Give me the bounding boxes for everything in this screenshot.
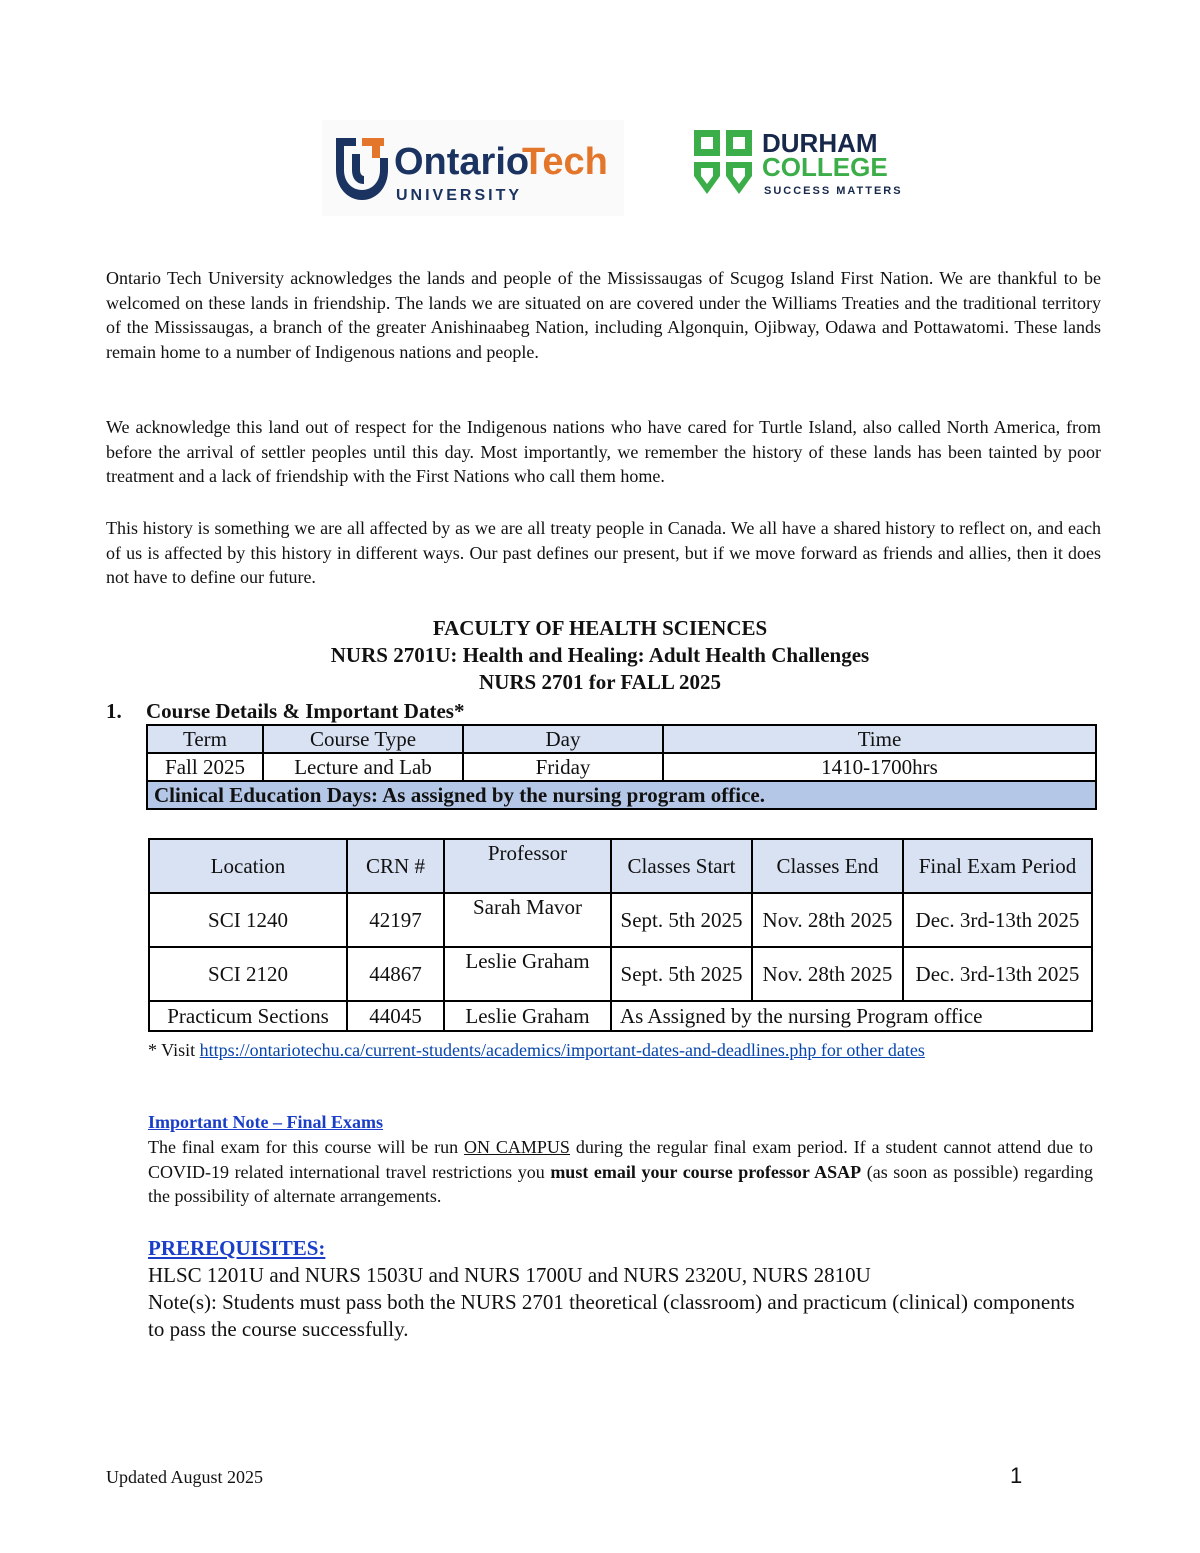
header-cell: Classes Start [611, 839, 752, 893]
location-cell: Practicum Sections [149, 1001, 347, 1031]
durham-college-emblem-icon [690, 126, 905, 200]
practicum-dates-cell: As Assigned by the nursing Program office [611, 1001, 1092, 1031]
header-cell: Course Type [263, 725, 463, 753]
prerequisites-courses: HLSC 1201U and NURS 1503U and NURS 1700U and NURS 2320U, NURS 2810U [148, 1263, 871, 1287]
final-exam-cell: Dec. 3rd-13th 2025 [903, 947, 1092, 1001]
header-cell: Location [149, 839, 347, 893]
table-row [147, 753, 1096, 781]
term-cell: Fall 2025 [147, 753, 263, 781]
course-sections-table [148, 838, 1093, 1032]
note-text: during the regular final exam period. If a student cannot attend due to COVID-19 related international travel restrictions you [148, 1137, 1093, 1182]
acknowledgement-paragraph-1: Ontario Tech University acknowledges the lands and people of the Mississaugas of Scugog Island First Nation. We are thankful to be welcomed on these lands in friendship. The lands we are situated on are covered under the Williams Treaties and the traditional territory of the Mississaugas, a branch of the greater Anishinaabeg Nation, including Algonquin, Ojibway, Odawa and Pottawatomi. These lands remain home to a number of Indigenous nations and people. [106, 268, 1101, 362]
important-note-body [148, 1135, 1093, 1209]
crn-cell: 44045 [347, 1001, 444, 1031]
classes-start-cell: Sept. 5th 2025 [611, 893, 752, 947]
prerequisites-note: Note(s): Students must pass both the NURS 2701 theoretical (classroom) and practicum (clinical) components to pass the course successfully. [148, 1290, 1075, 1341]
header-cell: Term [147, 725, 263, 753]
course-heading: NURS 2701U: Health and Healing: Adult Health Challenges [330, 643, 870, 667]
table-row [149, 947, 1092, 1001]
course-type-cell: Lecture and Lab [263, 753, 463, 781]
header-cell: CRN # [347, 839, 444, 893]
header-cell: Day [463, 725, 663, 753]
note-text: (as soon as possible) regarding the possibility of alternate arrangements. [148, 1161, 1093, 1207]
location-cell: SCI 2120 [149, 947, 347, 1001]
professor-cell: Leslie Graham [444, 947, 611, 1001]
final-exam-cell: Dec. 3rd-13th 2025 [903, 893, 1092, 947]
header-cell: Professor [444, 839, 611, 893]
table-header-row [147, 725, 1096, 753]
table-row [149, 1001, 1092, 1031]
classes-end-cell: Nov. 28th 2025 [752, 947, 903, 1001]
page-number: 1 [1010, 1463, 1023, 1488]
clinical-days-cell: Clinical Education Days: As assigned by the nursing program office. [147, 781, 1096, 809]
acknowledgement-paragraph-2: We acknowledge this land out of respect for the Indigenous nations who have cared for Turtle Island, also called North America, from before the arrival of settler peoples until this day. Most importantly, we remember the history of these lands has been tainted by poor treatment and a lack of friendship with the First Nations who call them home. [106, 417, 1101, 487]
section-heading-course-details [106, 698, 464, 724]
time-cell: 1410-1700hrs [663, 753, 1096, 781]
table-row [149, 893, 1092, 947]
professor-cell: Sarah Mavor [444, 893, 611, 947]
ontario-tech-shield-icon [322, 120, 624, 216]
section-number: 1. [106, 699, 122, 723]
prerequisites-body [148, 1262, 1093, 1343]
course-details-table [146, 724, 1097, 810]
classes-end-cell: Nov. 28th 2025 [752, 893, 903, 947]
day-cell: Friday [463, 753, 663, 781]
section-title: Course Details & Important Dates* [146, 699, 465, 723]
header-cell: Final Exam Period [903, 839, 1092, 893]
logo-success-text: SUCCESS MATTERS [764, 185, 903, 197]
location-cell: SCI 1240 [149, 893, 347, 947]
note-text: The final exam for this course will be run [148, 1137, 465, 1157]
logo-ontario-text: Ontario [394, 141, 530, 183]
logo-university-text: UNIVERSITY [396, 187, 523, 204]
table-header-row [149, 839, 1092, 893]
note-email-professor: must email your course professor ASAP [550, 1161, 862, 1182]
durham-college-logo [690, 126, 905, 200]
logo-college-text: COLLEGE [762, 152, 888, 182]
term-heading: NURS 2701 for FALL 2025 [479, 670, 721, 694]
table-row [147, 781, 1096, 809]
acknowledgement-paragraph-3: This history is something we are all affected by as we are all treaty people in Canada. We all have a shared history to reflect on, and each of us is affected by this history in different ways. Our past defines our present, but if we move forward as friends and allies, then it does not have to define our future. [106, 518, 1101, 588]
note-on-campus: ON CAMPUS [464, 1137, 570, 1157]
header-cell: Time [663, 725, 1096, 753]
important-note-heading[interactable]: Important Note – Final Exams [148, 1112, 383, 1132]
crn-cell: 42197 [347, 893, 444, 947]
prerequisites-heading: PREREQUISITES: [148, 1236, 326, 1260]
crn-cell: 44867 [347, 947, 444, 1001]
logo-durham-text: DURHAM [762, 128, 878, 158]
visit-line [148, 1038, 1093, 1063]
visit-prefix: * Visit [148, 1040, 200, 1060]
classes-start-cell: Sept. 5th 2025 [611, 947, 752, 1001]
logo-tech-text: Tech [522, 141, 608, 183]
header-cell: Classes End [752, 839, 903, 893]
footer-updated: Updated August 2025 [106, 1467, 263, 1487]
important-dates-link[interactable]: https://ontariotechu.ca/current-students/academics/important-dates-and-deadlines.php for other dates [199, 1040, 925, 1060]
professor-cell: Leslie Graham [444, 1001, 611, 1031]
faculty-heading: FACULTY OF HEALTH SCIENCES [432, 616, 768, 640]
ontario-tech-logo [322, 120, 624, 216]
